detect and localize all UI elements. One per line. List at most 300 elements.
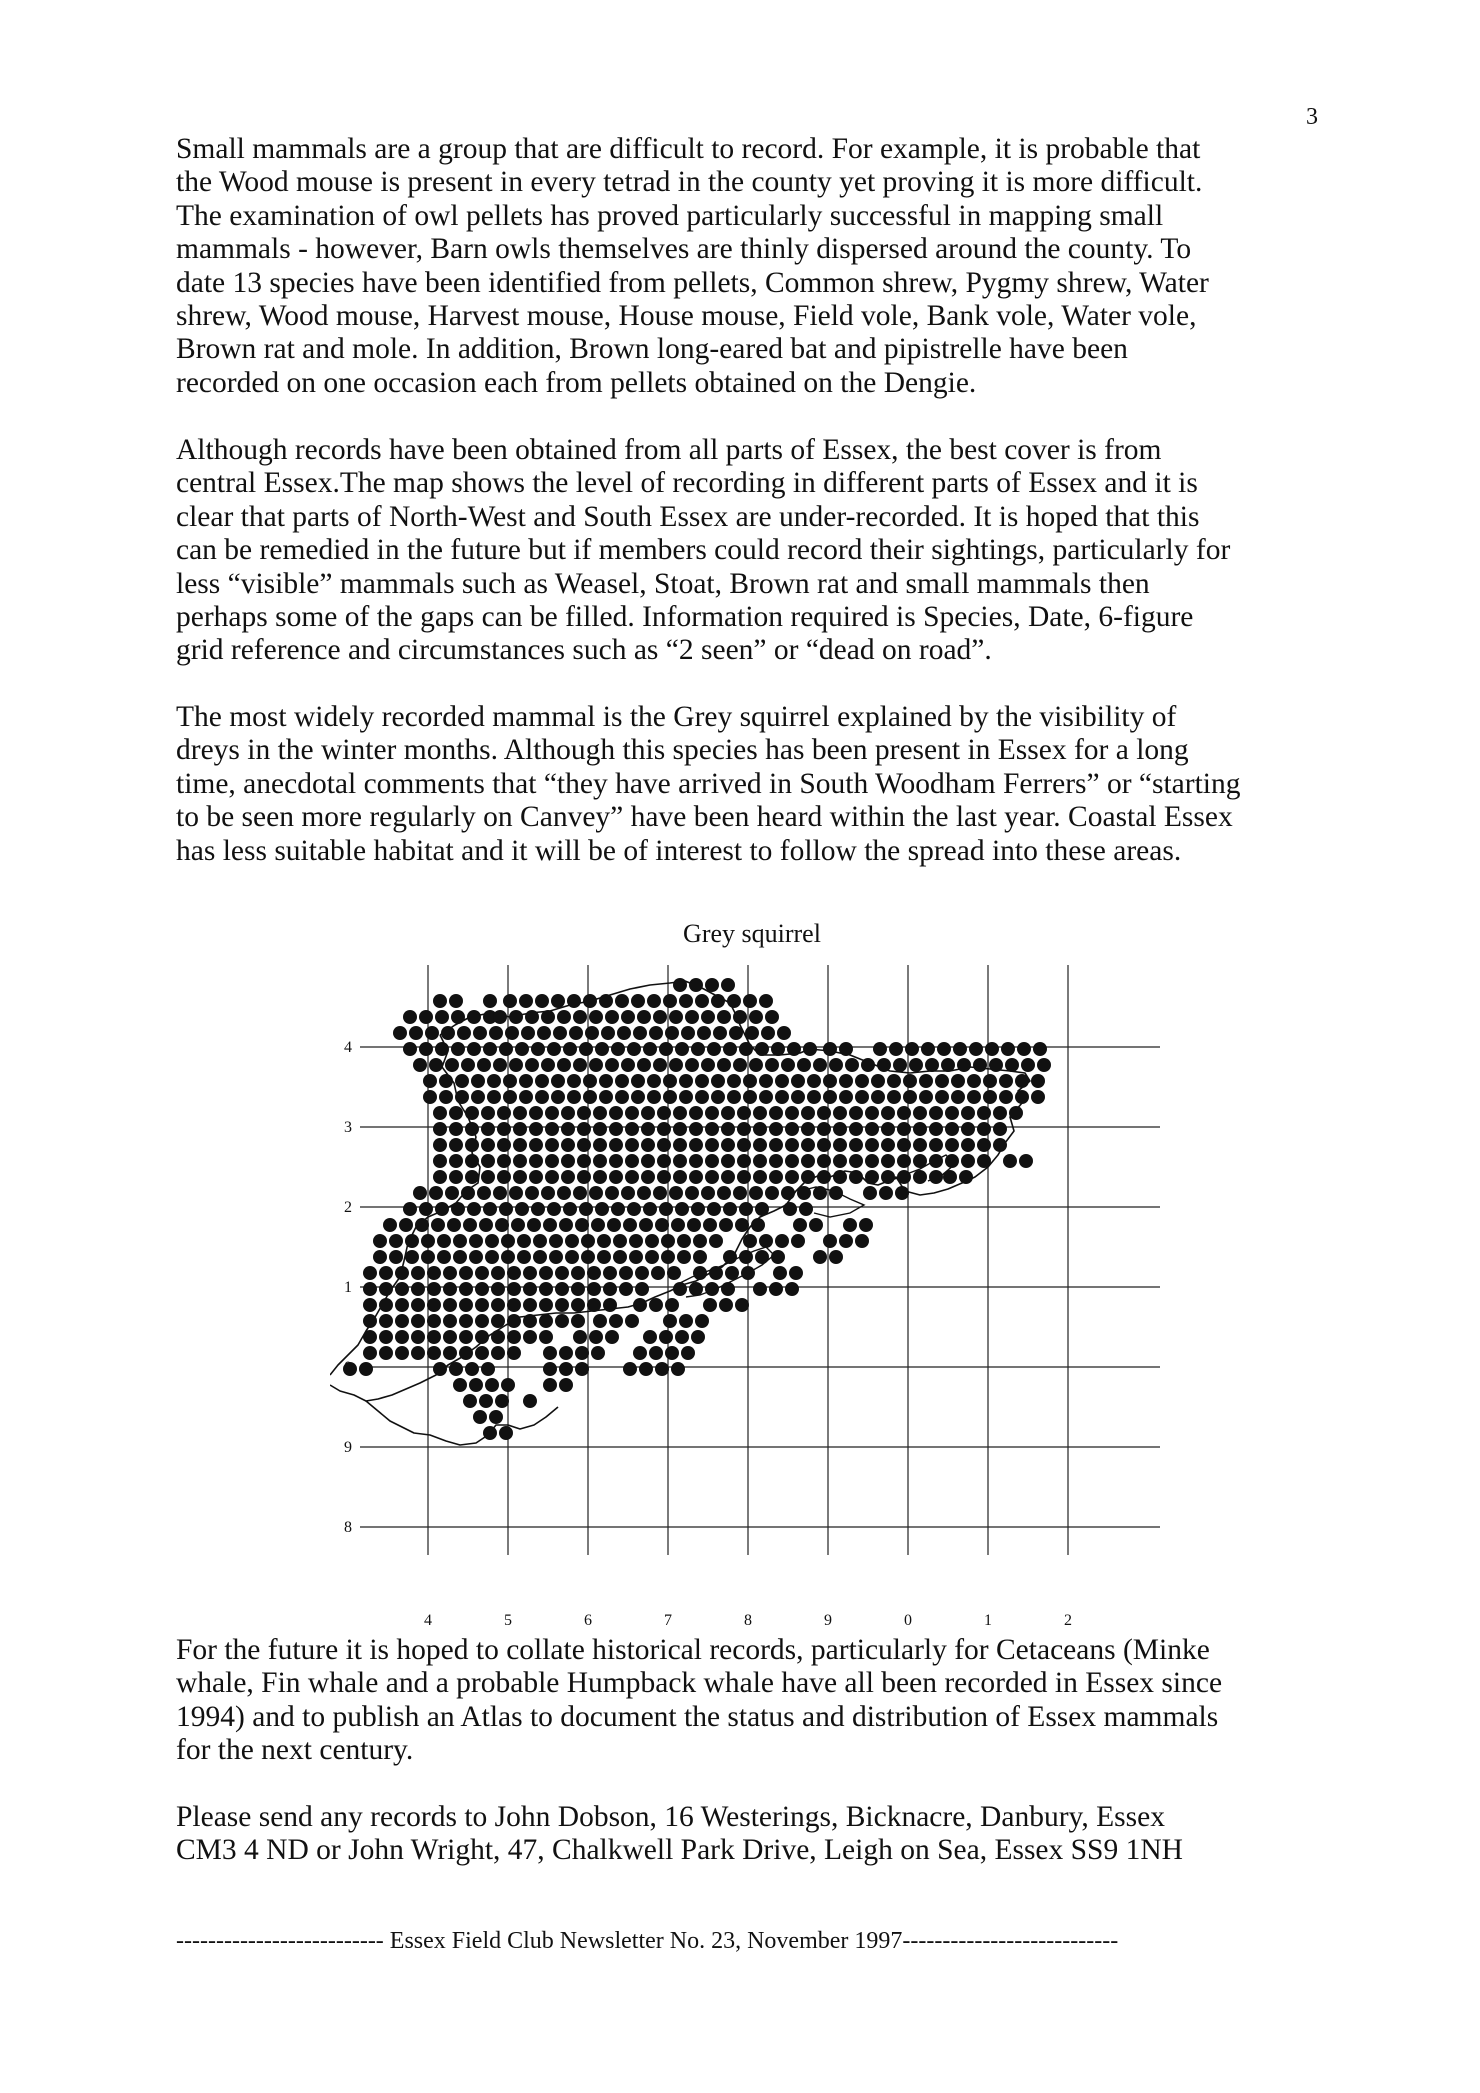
record-dot [497,1138,511,1152]
record-dot [977,1138,991,1152]
record-dot [543,1346,557,1360]
northing-label: 1 [344,1279,352,1296]
record-dot [919,1090,933,1104]
text-line: Although records have been obtained from all parts of Essex, the best cover is from [176,434,1162,466]
record-dot [753,1106,767,1120]
record-dot [517,1234,531,1248]
record-dot [395,1266,409,1280]
record-dot [461,1186,475,1200]
record-dot [929,1106,943,1120]
record-dot [363,1346,377,1360]
record-dot [641,1122,655,1136]
record-dot [705,1170,719,1184]
record-dot [653,1010,667,1024]
record-dot [677,1250,691,1264]
record-dot [689,1122,703,1136]
record-dot [523,1298,537,1312]
record-dot [897,1138,911,1152]
record-dot [539,1330,553,1344]
easting-label: 2 [1064,1612,1072,1629]
record-dot [855,1074,869,1088]
record-dot [967,1090,981,1104]
record-dot [663,1074,677,1088]
record-dot [775,1074,789,1088]
record-dot [589,1186,603,1200]
record-dot [591,1218,605,1232]
record-dot [799,1202,813,1216]
record-dot [803,1042,817,1056]
record-dot [849,1138,863,1152]
record-dot [497,1154,511,1168]
record-dot [475,1346,489,1360]
record-dot [713,1026,727,1040]
record-dot [413,1058,427,1072]
text-line: Brown rat and mole. In addition, Brown long-eared bat and pipistrelle have been [176,333,1128,366]
record-dot [543,1218,557,1232]
record-dot [849,1122,863,1136]
record-dot [961,1154,975,1168]
record-dot [669,1186,683,1200]
text-line: to be seen more regularly on Canvey” have been heard within the last year. Coastal Essex [176,801,1233,834]
record-dot [563,1042,577,1056]
record-dot [791,1234,805,1248]
record-dot [521,1026,535,1040]
text-line: dreys in the winter months. Although this species has been present in Essex for a long [176,734,1189,767]
record-dot [717,1010,731,1024]
paragraph-small-mammals [176,133,1336,400]
record-dot [817,1154,831,1168]
text-line: mammals - however, Barn owls themselves are thinly dispersed around the county. To [176,233,1192,266]
record-dot [597,1234,611,1248]
record-dot [755,1250,769,1264]
record-dot [513,1106,527,1120]
record-dot [359,1362,373,1376]
record-dot [615,994,629,1008]
record-dot [897,1122,911,1136]
record-dot [411,1314,425,1328]
record-dot [575,1346,589,1360]
record-dot [717,1186,731,1200]
record-dot [679,1314,693,1328]
easting-label: 1 [984,1612,992,1629]
record-dot [863,1186,877,1200]
record-dot [593,1314,607,1328]
record-dot [789,1266,803,1280]
record-dot [889,1042,903,1056]
record-dot [435,1010,449,1024]
record-dot [629,1234,643,1248]
record-dot [823,1042,837,1056]
record-dot [491,1346,505,1360]
record-dot [691,1202,705,1216]
record-dot [785,1170,799,1184]
record-dot [605,1186,619,1200]
record-dot [677,1234,691,1248]
record-dot [879,1186,893,1200]
record-dot [423,1090,437,1104]
record-dot [543,1378,557,1392]
record-dot [565,1234,579,1248]
record-dot [587,1266,601,1280]
record-dot [801,1170,815,1184]
record-dot [451,1042,465,1056]
record-dot [593,1170,607,1184]
record-dot [509,1058,523,1072]
record-dot [913,1138,927,1152]
record-dot [673,1154,687,1168]
easting-label: 0 [904,1612,912,1629]
record-dot [945,1122,959,1136]
record-dot [379,1314,393,1328]
record-dot [743,1074,757,1088]
record-dot [595,1042,609,1056]
record-dot [545,1138,559,1152]
record-dot [427,1314,441,1328]
record-dot [437,1250,451,1264]
record-dot [817,1138,831,1152]
text-line: less “visible” mammals such as Weasel, Stoat, Brown rat and small mammals then [176,567,1150,600]
record-dot [491,1330,505,1344]
record-dot [849,1170,863,1184]
record-dot [471,1074,485,1088]
easting-label: 7 [664,1612,672,1629]
record-dot [529,1154,543,1168]
record-dot [647,1090,661,1104]
record-dot [513,1170,527,1184]
record-dot [443,1346,457,1360]
record-dot [993,1106,1007,1120]
record-dot [629,1250,643,1264]
record-dot [685,1186,699,1200]
record-dot [649,1298,663,1312]
page-number: 3 [1306,104,1318,130]
record-dot [481,1122,495,1136]
record-dot [529,1170,543,1184]
record-dot [567,1090,581,1104]
record-dot [433,1138,447,1152]
northing-label: 8 [344,1519,352,1536]
record-dot [509,1186,523,1200]
record-dot [759,994,773,1008]
record-dot [783,1202,797,1216]
record-dot [499,1202,513,1216]
record-dot [591,1346,605,1360]
record-dot [737,1170,751,1184]
text-line: has less suitable habitat and it will be of interest to follow the spread into these areas. [176,834,1182,867]
record-dot [843,1218,857,1232]
record-dot [925,1058,939,1072]
record-dot [501,1250,515,1264]
record-dot [475,1298,489,1312]
text-line: can be remedied in the future but if members could record their sightings, particularly for [176,534,1231,567]
text-line: For the future it is hoped to collate historical records, particularly for Cetaceans (Minke [176,1634,1210,1666]
record-dot [719,1298,733,1312]
record-dot [449,1138,463,1152]
record-dot [469,1378,483,1392]
record-dot [673,1106,687,1120]
record-dot [473,1410,487,1424]
record-dot [483,1202,497,1216]
record-dot [919,1074,933,1088]
record-dot [695,1090,709,1104]
record-dot [673,1282,687,1296]
record-dot [535,994,549,1008]
record-dot [443,1330,457,1344]
record-dot [609,1122,623,1136]
record-dot [705,1154,719,1168]
record-dot [861,1058,875,1072]
record-dot [569,1026,583,1040]
record-dot [547,1042,561,1056]
record-dot [513,1122,527,1136]
record-dot [625,1314,639,1328]
record-dot [395,1346,409,1360]
record-dot [635,1266,649,1280]
text-line: recorded on one occasion each from pellets obtained on the Dengie. [176,366,977,399]
record-dot [465,1106,479,1120]
record-dot [769,1138,783,1152]
text-line: The most widely recorded mammal is the Grey squirrel explained by the visibility of [176,701,1177,733]
record-dot [823,1090,837,1104]
record-dot [507,1314,521,1328]
record-dot [383,1218,397,1232]
record-dot [773,1266,787,1280]
record-dot [389,1250,403,1264]
record-dot [503,1074,517,1088]
record-dot [455,1074,469,1088]
record-dot [435,1202,449,1216]
record-dot [675,1042,689,1056]
record-dot [513,1154,527,1168]
record-dot [395,1298,409,1312]
record-dot [887,1074,901,1088]
record-dot [983,1090,997,1104]
record-dot [443,1314,457,1328]
record-dot [561,1170,575,1184]
record-dot [421,1234,435,1248]
record-dot [601,1026,615,1040]
record-dot [497,1106,511,1120]
record-dot [833,1122,847,1136]
record-dot [983,1074,997,1088]
record-dot [545,1106,559,1120]
record-dot [839,1090,853,1104]
record-dot [989,1058,1003,1072]
record-dot [661,1250,675,1264]
record-dot [451,1010,465,1024]
record-dot [581,1250,595,1264]
record-dot [411,1282,425,1296]
record-dot [1017,1042,1031,1056]
record-dot [695,1314,709,1328]
record-dot [531,1042,545,1056]
record-dot [679,1074,693,1088]
record-dot [379,1330,393,1344]
record-dot [675,1202,689,1216]
record-dot [755,1202,769,1216]
record-dot [555,1314,569,1328]
record-dot [373,1250,387,1264]
record-dot [445,1186,459,1200]
record-dot [871,1090,885,1104]
record-dot [679,1090,693,1104]
record-dot [415,1218,429,1232]
record-dot [373,1234,387,1248]
record-dot [823,1074,837,1088]
record-dot [753,1170,767,1184]
record-dot [703,1218,717,1232]
footer-rule-right: --------------------------- [902,1928,1119,1954]
record-dot [485,1250,499,1264]
record-dot [669,1010,683,1024]
record-dot [449,1362,463,1376]
record-dot [519,1090,533,1104]
record-dot [833,1154,847,1168]
record-dot [459,1330,473,1344]
record-dot [1003,1154,1017,1168]
record-dot [411,1266,425,1280]
record-dot [769,1170,783,1184]
northing-labels [344,1039,352,1536]
record-dot [475,1266,489,1280]
record-dot [673,978,687,992]
record-dot [953,1042,967,1056]
record-dot [733,1058,747,1072]
record-dot [881,1154,895,1168]
record-dot [557,1058,571,1072]
record-dot [475,1282,489,1296]
record-dot [551,1074,565,1088]
record-dot [643,1042,657,1056]
record-dot [729,1026,743,1040]
record-dot [937,1042,951,1056]
record-dot [491,1298,505,1312]
record-dot [865,1170,879,1184]
record-dot [865,1138,879,1152]
record-dot [621,1186,635,1200]
record-dot [689,1106,703,1120]
record-dot [621,1010,635,1024]
map-title: Grey squirrel [683,919,821,948]
record-dot [737,1106,751,1120]
record-dot [865,1106,879,1120]
record-dot [427,1282,441,1296]
record-dot [707,1042,721,1056]
record-dot [443,1298,457,1312]
record-dot [523,1394,537,1408]
record-dot [839,1042,853,1056]
record-dot [935,1090,949,1104]
record-dot [905,1042,919,1056]
record-dot [1021,1058,1035,1072]
record-dot [1001,1042,1015,1056]
record-dot [503,994,517,1008]
record-dot [553,1026,567,1040]
record-dot [403,1202,417,1216]
easting-label: 5 [504,1612,512,1629]
record-dot [625,1138,639,1152]
record-dot [363,1314,377,1328]
record-dot [945,1154,959,1168]
record-dot [913,1106,927,1120]
record-dot [649,1026,663,1040]
record-dot [957,1058,971,1072]
record-dot [741,1266,755,1280]
record-dot [599,1090,613,1104]
record-dot [517,1250,531,1264]
record-dot [961,1122,975,1136]
record-dot [573,1330,587,1344]
record-dot [945,1106,959,1120]
text-line: for the next century. [176,1734,414,1767]
record-dot [641,1138,655,1152]
easting-label: 6 [584,1612,592,1629]
record-dot [469,1234,483,1248]
record-dot [481,1154,495,1168]
record-dot [657,1122,671,1136]
record-dot [577,1122,591,1136]
record-dot [459,1314,473,1328]
record-dot [689,1138,703,1152]
record-dot [1019,1154,1033,1168]
record-dot [659,1202,673,1216]
record-dot [655,1218,669,1232]
record-dot [801,1106,815,1120]
record-dot [363,1266,377,1280]
record-dot [509,1010,523,1024]
record-dot [619,1282,633,1296]
record-dot [681,1026,695,1040]
record-dot [489,1026,503,1040]
record-dot [577,1106,591,1120]
record-dot [657,1138,671,1152]
record-dot [673,1138,687,1152]
record-dot [627,1042,641,1056]
record-dot [993,1122,1007,1136]
record-dot [549,1234,563,1248]
record-dot [425,1026,439,1040]
record-dot [707,1202,721,1216]
record-dot [427,1330,441,1344]
record-dot [541,1058,555,1072]
record-dot [625,1122,639,1136]
record-dot [951,1090,965,1104]
record-dot [479,1218,493,1232]
record-dot [727,994,741,1008]
record-dot [673,1122,687,1136]
record-dot [519,994,533,1008]
record-dot [431,1218,445,1232]
record-dot [419,1042,433,1056]
record-dot [479,1394,493,1408]
record-dot [395,1282,409,1296]
record-dot [603,1282,617,1296]
record-dot [539,1266,553,1280]
record-dot [705,978,719,992]
record-dot [709,1234,723,1248]
record-dot [769,1282,783,1296]
record-dot [465,1154,479,1168]
record-dot [487,1074,501,1088]
record-dot [897,1154,911,1168]
record-dot [555,1282,569,1296]
text-line: date 13 species have been identified from pellets, Common shrew, Pygmy shrew, Water [176,266,1209,299]
record-dot [603,1298,617,1312]
record-dot [539,1298,553,1312]
record-dot [559,1346,573,1360]
record-dot [561,1122,575,1136]
record-dot [739,1250,753,1264]
